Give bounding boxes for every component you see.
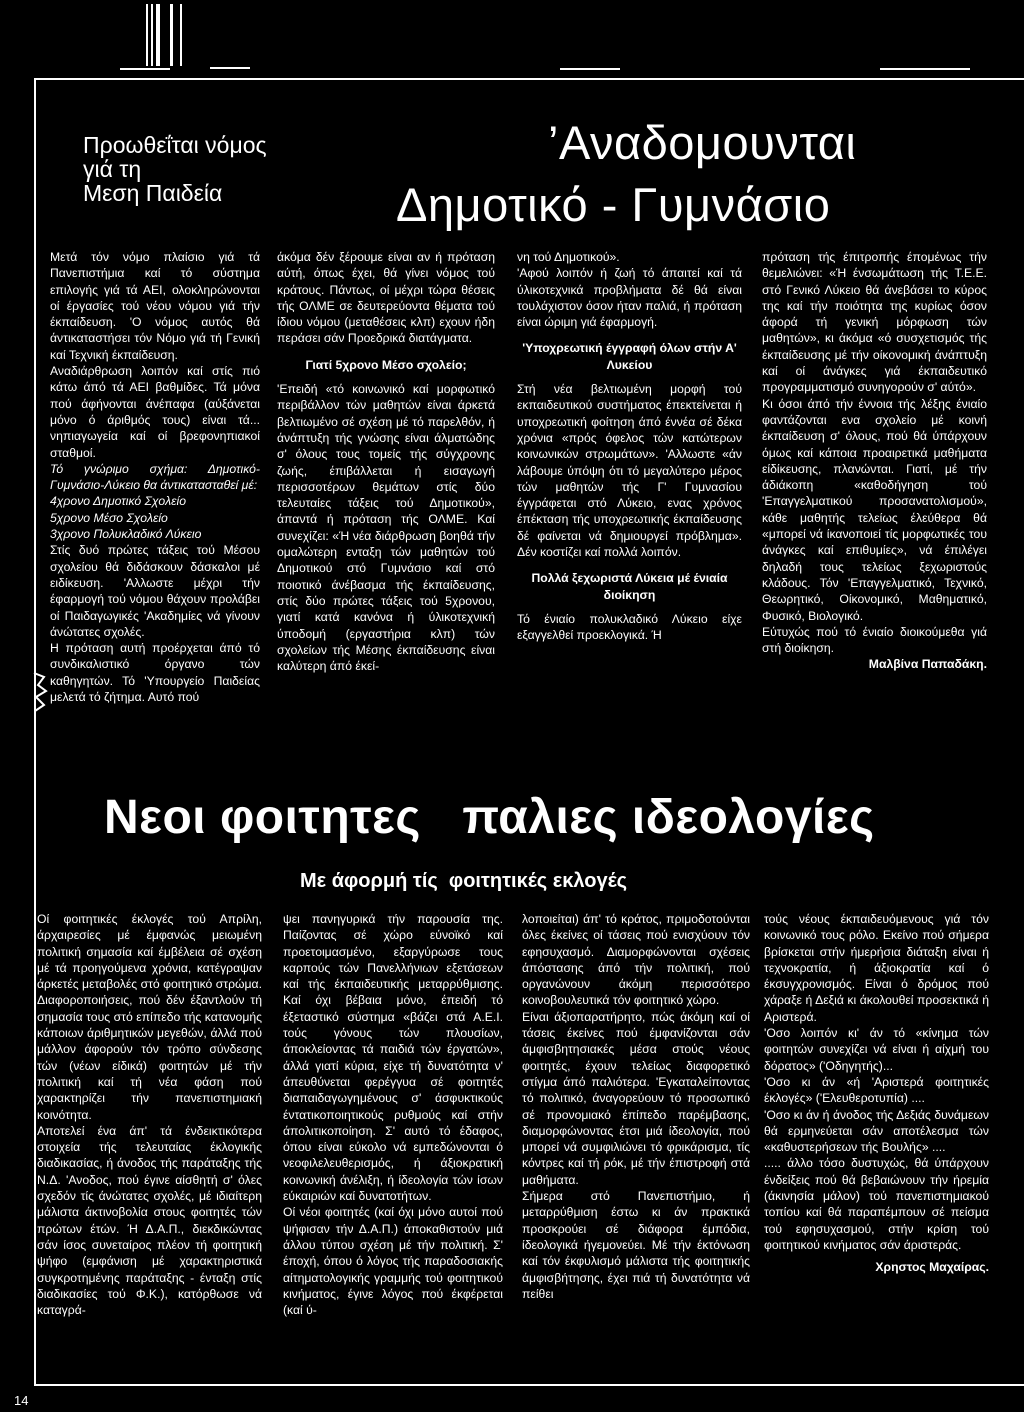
paragraph: Οί νέοι φοιτητές (καί όχι μόνο αυτοί πού ψήφισαν τήν Δ.Α.Π.) άποκαθιστούν μιά άλλου τύπου σχέση μέ τήν πολιτική. Σ' έποχή, όπου ό λόγος τής παραδοσιακής αίτηματολογικής γραμμής τού φοιτητικού κινήματος, έγινε λόγος πού έκφέρεται (καί ύ- <box>283 1205 503 1318</box>
bottom-rule <box>34 1384 1024 1386</box>
paragraph: 'Οσο κι άν «ή 'Αριστερά φοιτητικές έκλογές» ('Ελευθεροτυπία) .... <box>764 1074 989 1106</box>
paragraph: Τό γνώριμο σχήμα: Δημοτικό-Γυμνάσιο-Λύκειο θα άντικατασταθεί μέ: <box>50 461 260 493</box>
article1-headline-line1: ’Αναδομουνται <box>548 116 857 169</box>
paragraph: Στή νέα βελτιωμένη μορφή τού εκπαιδευτικού συστήματος έπεκτείνεται ή υποχρεωτική φοίτηση άπό έννέα σέ δέκα χρόνια «πρός όφελος τών κατώτερων κοινωνικών στρωμάτων». 'Αλλωστε «άν λάβουμε ύπόψη ότι τό μεγαλύτερο μέρος τών μαθητών τής Γ' Γυμνασίου έγγράφεται στό Λύκειο, ενας χρόνος έπέκταση τής υποχρεωτικής έκπαίδευσης δέ φαίνεται νά δημιουργεί πρόβλημα». Δέν κοστίζει καί πολλά λοιπόν. <box>517 382 742 560</box>
paragraph: Τό ένιαίο πολυκλαδικό Λύκειο είχε εξαγγελθεί προεκλογικά. Ή <box>517 611 742 643</box>
paragraph: 5χρονο Μέσο Σχολείο <box>50 510 168 525</box>
paragraph: Στίς δυό πρώτες τάξεις τού Μέσου σχολείου θά διδάσκουν δάσκαλοι μέ ειδίκευση. 'Αλλωστε μέχρι τήν έφαρμογή τού νόμου θάχουν προλάβει οί Παιδαγωγικές 'Ακαδημίες νά γίνουν άνώτατες σχολές. <box>50 543 260 639</box>
paragraph: άκόμα δέν ξέρουμε είναι αν ή πρόταση αύτή, όπως έχει, θά γίνει νόμος τού κράτους. Πάντως, οί μέχρι τώρα θέσεις τής ΟΛΜΕ σε δευτερεύοντα θέματα τού ίδιου νόμου (μεταθέσεις κλπ) εχουν ήδη περάσει σάν Προεδρικά διατάγματα. <box>277 250 495 346</box>
paragraph: 'Αφού λοιπόν ή ζωή τό άπαιτεί καί τά ύλικοτεχνικά προβλήματα δέ θά είναι τουλάχιστον όσον ήταν παλιά, ή πρόταση είναι ώριμη γιά έφαρμογή. <box>517 266 742 330</box>
paragraph: Οί φοιτητικές έκλογές τού Απρίλη, άρχαιρεσίες μέ έμφανώς μειωμένη πολιτική σημασία καί έμβέλεια σέ σχέση μέ τά προηγούμενα χρόνια, κατέγραψαν άρκετές μεταβολές στό φοιτητικό στρώμα. Διαφοροποιήσεις, πού δέν έξαντλούν τή σημασία τους στό επίπεδο τής κατανομής κάποιων άριθμητικών μεγεθών, άλλά πού μάλλον άφορούν τόν τρόπο σύνδεσης τών (νέων είδικά) φοιτητών μέ τήν πολιτική καί τή νέα φάση πού χαρακτηρίζει τήν πανεπιστημιακή κοινότητα. <box>37 912 262 1122</box>
paragraph: ψει πανηγυρικά τήν παρουσία της. Παίζοντας σέ χώρο εύνοϊκό καί προετοιμασμένο, εξαργύρωσε τους καρπούς τών Πανελλήνιων εξετάσεων καί τής έκπαιδευτικής μεταρρύθμισης. Καί όχι βέβαια μόνο, έπειδή τό έξεταστικό σύστημα «βάζει στά Α.Ε.Ι. τούς γόνους τών πλουσίων, άποκλείοντας τά παιδιά τών έργατών», άλλά γιατί κύρια, είχε τή δυνατότητα ν' άπευθύνεται φερέγγυα σέ φοιτητές διαπαιδαγωγημένους σ' άσφυκτικούς έντατικοποιητικούς ρυθμούς καί στήν άπολιτικοποίηση. Σ' αυτό τό έδαφος, όπου είναι εύκολο νά εμπεδώνονται ό νεοφιλελευθερισμός, ή άξιοκρατική κοινωνική άνέλιξη, ή ίδεολογία τών ίσων εύκαιριών καί δυνατοτήτων. <box>283 912 503 1204</box>
paragraph: Αναδιάρθρωση λοιπόν καί στίς πιό κάτω άπό τά ΑΕΙ βαθμίδες. Τά μόνα πού άφήνονται άνέπαφα (αύξάνεται μόνο ό άριθμός τους) είναι τά... νηπιαγωγεία καί οί βρεφονηπιακοί σταθμοί. <box>50 364 260 460</box>
paragraph: Κι όσοι άπό τήν έννοια τής λέξης ένιαίο φαντάζονται ενα σχολείο μέ κοινή έκπαίδευση σ' όλους, πού θά ύπάρχουν όμως καί κάποια προαιρετικά μαθήματα είδίκευσης, πλανώνται. Γιατί, μέ τήν άδιάκοπη «καθοδήγηση τού 'Επαγγελματικού προσανατολισμού», κάθε μαθητής τελείως έλεύθερα θά «μπορεί νά ίκανοποιεί τίς μορφωτικές του άνάγκες καί επιθυμίες», νά έπιλέγει δηλαδή τους τελείως ξεχωριστούς κλάδους. Τόν 'Επαγγελματικό, Τεχνικό, Θεωρητικό, Οίκονομικό, Μαθηματικό, Φυσικό, Βιολογικό. <box>762 396 987 623</box>
article2-headline: Νεοι φοιτητες παλιες ιδεολογίες <box>104 791 875 844</box>
paragraph: 'Οσο λοιπόν κι' άν τό «κίνημα τών φοιτητών συνεχίζει νά είναι ή αίχμή του δόρατος» ('Οδηγητής)... <box>764 1026 989 1073</box>
kicker-line: Μεση Παιδεία <box>83 180 223 206</box>
article2-subheadline: Με άφορμή τίς φοιτητικές εκλογές <box>300 870 628 892</box>
paragraph: Εύτυχώς πού τό ένιαίο διοικούμεθα γιά στή διοίκηση. <box>762 624 987 656</box>
article2-column-1 <box>37 911 262 1318</box>
top-rule <box>34 78 1024 80</box>
paragraph: λοποιείται) άπ' τό κράτος, πριμοδοτούνται όλες έκείνες οί τάσεις πού ενισχύουν τόν εφησυχασμό. Διαμορφώνονται σχέσεις άπόστασης άπό τήν πολιτική, πού οργανώνουν άκόμη περισσότερο κοινοβουλευτικά τόν φοιτητικό χώρο. <box>522 912 750 1008</box>
paragraph: νη τού Δημοτικού». <box>517 250 620 264</box>
paragraph: 3χρονο Πολυκλαδικό Λύκειο <box>50 527 202 542</box>
page-number: 14 <box>14 1393 29 1408</box>
subheading: Πολλά ξεχωριστά Λύκεια μέ ένιαία διοίκηση <box>531 571 728 602</box>
paragraph: τούς νέους έκπαιδευόμενους γιά τόν κοινωνικό τους ρόλο. Εκείνο πού σήμερα βρίσκεται στήν ήμερήσια διάταξη είναι ή τεχνοκρατία, ή άξιοκρατία καί ό έκσυγχρονισμός. Είναι ό δρόμος πού χάραξε ή Δεξιά κι άκολουθεί προσεκτικά ή Αριστερά. <box>764 912 989 1024</box>
top-header-strip <box>0 0 1024 78</box>
ink-smudge <box>30 667 50 717</box>
paragraph: 'Οσο κι άν ή άνοδος τής Δεξιάς δυνάμεων θά ερμηνεύεται σάν αποτέλεσμα τών «καθυστερήσεων τής Βουλής» .... <box>764 1107 989 1155</box>
paragraph: Σήμερα στό Πανεπιστήμιο, ή μεταρρύθμιση έστω κι άν πρακτικά προσκρούει σέ διάφορα έμπόδια, ίδεολογικά ήγεμονεύει. Μέ τήν έκτόνωση καί τόν έκφυλισμό μάλιστα τής φοιτητικής άμφισβήτησης, έχει πιά τή δυνατότητα νά πείθει <box>522 1189 750 1301</box>
paragraph: Η πρόταση αυτή προέρχεται άπό τό συνδικαλιστικό όργανο τών καθηγητών. Τό 'Υπουργείο Παιδείας μελετά τό ζήτημα. Αυτό πού <box>50 641 260 705</box>
article2-column-3 <box>522 911 750 1302</box>
paragraph: 4χρονο Δημοτικό Σχολείο <box>50 494 186 509</box>
paragraph: Μετά τόν νόμο πλαίσιο γιά τά Πανεπιστήμια καί τό σύστημα επιλογής γιά τά ΑΕΙ, ολοκληρώνονται οί έργασίες τού νέου νόμου γιά τήν έκπαίδευση. 'Ο νόμος αυτός θά άντικαταστήσει τόν Νόμο γιά τή Γενική καί Τεχνική έκπαίδευση. <box>50 250 260 362</box>
paragraph: Είναι άξιοπαρατήρητο, πώς άκόμη καί οί τάσεις έκείνες πού έμφανίζονται σάν άμφισβητησιακές μέσα στούς νέους φοιτητές, έχουν τελείως διαφορετικό στίγμα άπό παλιότερα. 'Εγκαταλείποντας τό πολιτικό, άναγορεύουν τό προσωπικό σέ προνομιακό έπίπεδο παρέμβασης, διαμορφώνοντας έτσι μιά ίδεολογία, πού μπορεί νά συμφιλιώνει τό φρικάρισμα, τίς κόντρες καί τή ρόκ, μέ τήν έπιστροφή στά μαθήματα. <box>522 1009 750 1187</box>
kicker-line: Προωθεΐται νόμος <box>83 132 267 158</box>
paragraph: ..... άλλο τόσο δυστυχώς, θά ύπάρχουν ένδείξεις πού θά βεβαιώνουν τήν ήρεμία (άκινησία μάλον) τού πανεπιστημιακού τοπίου καί θά παραπέμπουν σέ πείσμα τού εφησυχασμού, στήν κρίση τού φοιτητικού κινήματος σάν άριστεράς. <box>764 1156 989 1252</box>
paragraph: Αποτελεί ένα άπ' τά ένδεικτικότερα στοιχεία τής τελευταίας έκλογικής διαδικασίας, ή άνοδος τής παράταξης τής Ν.Δ. 'Ανοδος, πού έγινε αίσθητή σ' όλες σχεδόν τίς άνώτατες σχολές, μέ ιδιαίτερη μάλιστα άκτινοβολία στους φοιτητές τών πρώτων έτών. Ή Δ.Α.Π., διεκδικώντας σάν ίσος συνεταίρος πλέον τή φοιτητική ψήφο (εμφάνιση μέ χαρακτηριστικά συγκροτημένης παράταξης - ένταξη στίς διαδικασίες τού Φ.Κ.), κατόρθωσε νά καταγρά- <box>37 1123 262 1318</box>
article2-column-2 <box>283 911 503 1318</box>
paragraph: πρόταση τής έπιτροπής έπομένως τήν θεμελιώνει: «Ή ένσωμάτωση τής Τ.Ε.Ε. στό Γενικό Λύκειο θά άνεβάσει το κύρος της καί τήν ποιότητα της κυρίως όσον άφορά τή γενική μόρφωση τών μαθητών», κι άκόμα «ό συσχετισμός τής έκπαίδευσης μέ τήν οίκονομική άνάπτυξη καί οί άνάγκες γιά έκπαιδευτικό προγραμματισμό συνηγορούν σ' αύτό». <box>762 250 987 395</box>
kicker-line: γιά τη <box>83 156 142 182</box>
author-signature: Χρηστος Μαχαίρας. <box>875 1260 989 1275</box>
article1-column-1 <box>50 249 260 705</box>
subheading: Γιατί 5χρονο Μέσο σχολείο; <box>305 357 467 372</box>
article1-headline-line2: Δημοτικό - Γυμνάσιο <box>396 178 831 231</box>
article1-column-3 <box>517 249 742 644</box>
article1-column-2 <box>277 249 495 674</box>
article2-column-4 <box>764 911 989 1276</box>
author-signature: Μαλβίνα Παπαδάκη. <box>868 657 987 672</box>
left-rule <box>34 78 36 1386</box>
paragraph: 'Επειδή «τό κοινωνικό καί μορφωτικό περιβάλλον τών μαθητών είναι άρκετά βελτιωμένο σέ σχέση μέ τό παρελθόν, ή άνάπτυξη τής γνώσης είναι άλματώδης σ' όλους τους τομείς τής σύγχρονης ζωής, έπιβάλλεται ή εισαγωγή περισσοτέρων θεμάτων στίς δύο τελευταίες τάξεις τού Δημοτικού», άπαντά ή πρόταση τής ΟΛΜΕ. Καί συνεχίζει: «Ή νέα διάρθρωση βοηθά τήν ομαλώτερη ενταξη τών μαθητών τού Δημοτικού στό Γυμνάσιο καί στό ποιοτικό άνέβασμα τής έκπαίδευσης, στίς δύο πρώτες τάξεις τού 5χρονου, γιατί κατά κανόνα ή ύλικοτεχνική ύποδομή (εργαστήρια κλπ) τών σχολείων τής Μέσης έκπαίδευσης είναι καλύτερη άπό έκεί- <box>277 382 495 674</box>
article1-kicker-headline <box>83 133 267 205</box>
article1-column-4 <box>762 249 987 673</box>
subheading: 'Υποχρεωτική έγγραφή όλων στήν Α' Λυκείου <box>522 341 737 372</box>
